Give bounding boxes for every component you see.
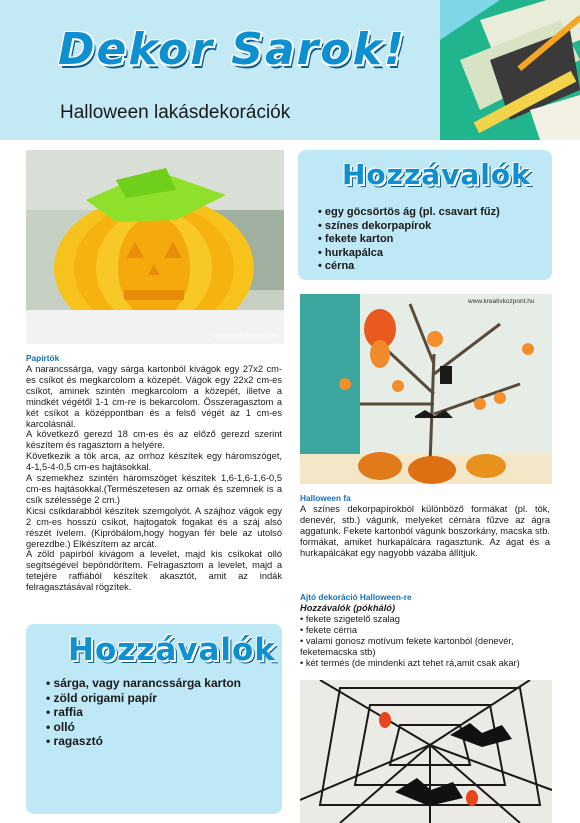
list-item: • ragasztó <box>46 734 241 749</box>
pumpkin-instructions <box>26 364 282 593</box>
list-item: • két termés (de mindenki azt tehet rá,amit csak akar) <box>300 658 550 669</box>
tree-instructions: A színes dekorpapírokból különböző formákat (pl. tök, denevér, stb.) vágunk, melyeket cérnára fűzve az ágra aggatunk. Fekete kartonból vágunk boszorkány, macska stb. formákat, amiket hurkapálcára ragasztunk. Az ágat és a hurkapálcákat egy nagyobb vázába állítjuk. <box>300 504 550 558</box>
list-item: • olló <box>46 720 241 735</box>
ingredients-box-pumpkin <box>26 624 282 814</box>
paragraph: Kicsi csíkdarabból készítek szemgolyót. A szájhoz vágok egy 2 cm-es hosszú csíkot, hajtogatok fogakat és a száj alsó részét ívelem. (Kipróbálom,hogy hogyan fér bele az utolsó gerezdbe.) Elkészítem az arcát. <box>26 505 282 549</box>
list-item: • valami gonosz motívum fekete kartonból (denevér, feketemacska stb) <box>300 636 550 658</box>
list-item: • raffia <box>46 705 241 720</box>
door-ingredients-list <box>300 614 550 669</box>
list-item: • sárga, vagy narancssárga karton <box>46 676 241 691</box>
paper-pumpkin-photo <box>26 150 284 344</box>
page-subtitle: Halloween lakásdekorációk <box>60 102 291 123</box>
list-item: • színes dekorpapírok <box>318 220 500 234</box>
door-ingredients-subtitle: Hozzávalók (pókháló) <box>300 603 396 613</box>
paragraph: A következő gerezd 18 cm-es és az előző gerezd szerint készítem és ragasztom a helyére. <box>26 429 282 451</box>
brand-logo: Dekor Sarok! <box>58 24 406 75</box>
paragraph: Következik a tök arca, az orrhoz készítek egy háromszöget, 4-1,5-4-0,5 cm-es hajtásokkal. <box>26 451 282 473</box>
door-section-title: Ajtó dekoráció Halloween-re <box>300 592 412 602</box>
ingredients-title: Hozzávalók <box>342 158 531 191</box>
spider-web-door-photo <box>300 680 552 823</box>
list-item: • egy göcsörtös ág (pl. csavart fűz) <box>318 206 500 220</box>
tree-section-title: Halloween fa <box>300 493 351 503</box>
paragraph: A zöld papírból kivágom a levelet, majd kis csíkokat olló segítségével bepöndörítem. Felragasztom a levelet, majd a tetejére raffiából készítek akasztót, amit az indák felragasztásával rögzítek. <box>26 549 282 593</box>
paragraph: A narancssárga, vagy sárga kartonból kivágok egy 27x2 cm-es csíkot és megkarcolom a közepét. Vágok egy 22x2 cm-es csíkot, aminek szintén megkarcolom a közepét, illetve a mindkét végétől 1-1 cm-re is bekarcolom. Összeragasztom a két csíkot a középpontban és a felső végét az 1 cm-es karcolásnál. <box>26 364 282 429</box>
halloween-tree-photo <box>300 294 552 484</box>
list-item: • cérna <box>318 260 500 274</box>
ingredients-title: Hozzávalók <box>68 632 276 668</box>
ingredients-list <box>46 676 241 749</box>
list-item: • fekete cérna <box>300 625 550 636</box>
list-item: • zöld origami papír <box>46 691 241 706</box>
tree-watermark: www.kreativkozpont.hu <box>468 298 535 305</box>
list-item: • fekete karton <box>318 233 500 247</box>
pumpkin-watermark: www.kreativkozpont.hu <box>212 332 279 339</box>
paragraph: A szemekhez szintén háromszöget készítek 1,6-1,6-1,6-0,5 cm-es hajtásokkal.(Természetesen az ornak és szemnek is a csík szélessége 2 cm.) <box>26 473 282 505</box>
rulers-photo <box>440 0 580 140</box>
list-item: • fekete szigetelő szalag <box>300 614 550 625</box>
list-item: • hurkapálca <box>318 247 500 261</box>
ingredients-box-tree <box>298 150 552 280</box>
ingredients-list <box>318 206 500 274</box>
pumpkin-section-title: Papírtök <box>26 353 60 363</box>
